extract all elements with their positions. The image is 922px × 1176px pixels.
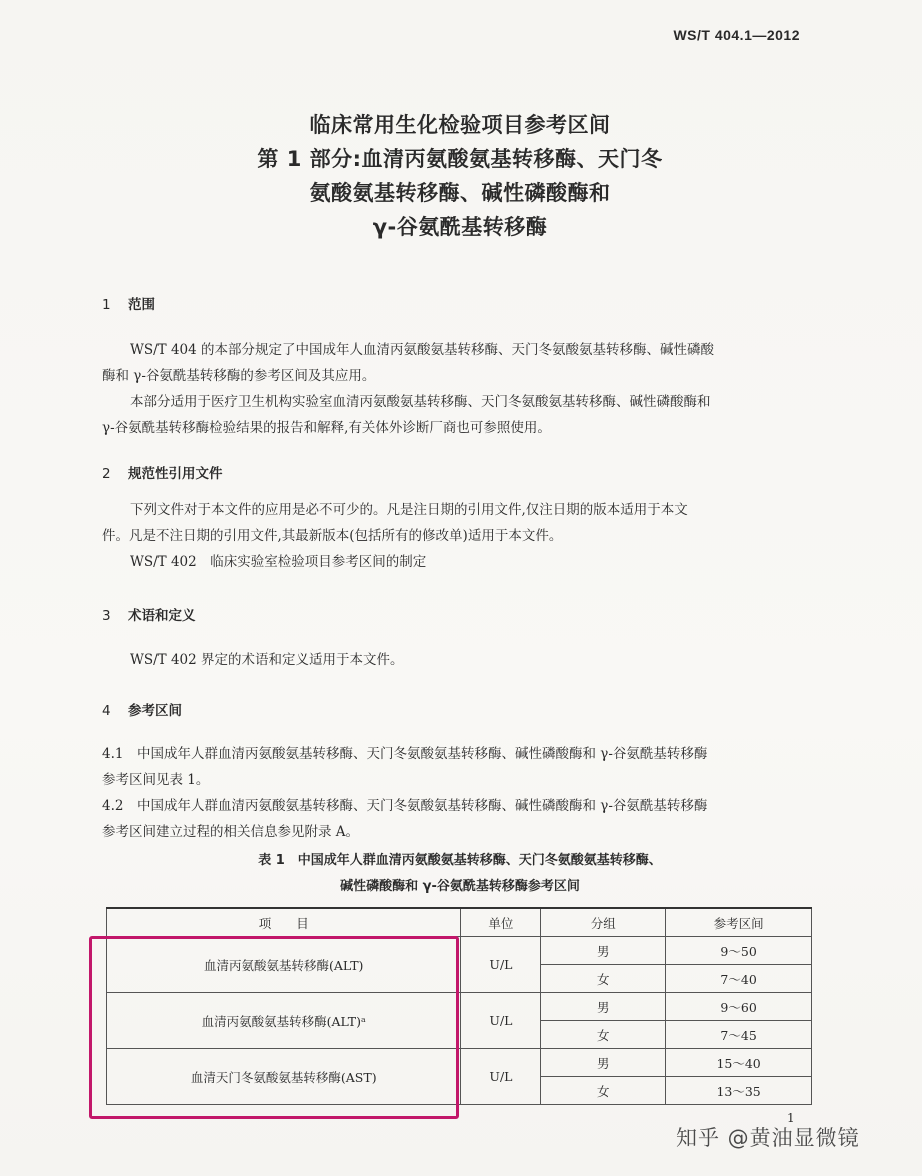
standard-code: WS/T 404.1—2012 bbox=[673, 27, 800, 43]
paragraph-line: 参考区间见表 1。 bbox=[102, 772, 210, 788]
title-line: 临床常用生化检验项目参考区间 bbox=[309, 113, 611, 137]
item-cell: 血清丙氨酸氨基转移酶(ALT)ᵃ bbox=[107, 993, 461, 1049]
paragraph bbox=[102, 497, 814, 575]
paragraph-line: 下列文件对于本文件的应用是必不可少的。凡是注日期的引用文件,仅注日期的版本适用于本文 bbox=[130, 502, 688, 518]
group-cell: 男 bbox=[541, 993, 666, 1021]
interval-cell: 13～35 bbox=[666, 1077, 812, 1105]
zhihu-watermark: 知乎 @黄油显微镜 bbox=[676, 1126, 860, 1150]
section-title: 范围 bbox=[128, 297, 155, 313]
interval-cell: 7～40 bbox=[666, 965, 812, 993]
caption-line: 表 1 中国成年人群血清丙氨酸氨基转移酶、天门冬氨酸氨基转移酶、 bbox=[258, 853, 662, 868]
page-number: 1 bbox=[787, 1111, 795, 1125]
unit-cell: U/L bbox=[461, 1049, 541, 1105]
paragraph bbox=[102, 647, 814, 673]
group-cell: 女 bbox=[541, 1077, 666, 1105]
section-heading-scope bbox=[102, 293, 155, 313]
item-cell: 血清天门冬氨酸氨基转移酶(AST) bbox=[107, 1049, 461, 1105]
interval-cell: 15～40 bbox=[666, 1049, 812, 1077]
section-title: 规范性引用文件 bbox=[128, 466, 223, 482]
title-line: 氨酸氨基转移酶、碱性磷酸酶和 bbox=[309, 181, 611, 205]
interval-cell: 9～60 bbox=[666, 993, 812, 1021]
paragraph-line: 4.1 中国成年人群血清丙氨酸氨基转移酶、天门冬氨酸氨基转移酶、碱性磷酸酶和 γ-谷氨酰基转移酶 bbox=[102, 746, 708, 762]
header-unit: 单位 bbox=[461, 908, 541, 937]
section-heading-normative-references bbox=[102, 462, 223, 482]
paragraph-line: 本部分适用于医疗卫生机构实验室血清丙氨酸氨基转移酶、天门冬氨酸氨基转移酶、碱性磷酸酶和 bbox=[130, 394, 711, 410]
paragraph bbox=[102, 337, 814, 441]
table-header-row bbox=[107, 908, 812, 937]
paragraph-line: WS/T 402 界定的术语和定义适用于本文件。 bbox=[130, 652, 404, 668]
item-cell: 血清丙氨酸氨基转移酶(ALT) bbox=[107, 937, 461, 993]
paragraph-line: 4.2 中国成年人群血清丙氨酸氨基转移酶、天门冬氨酸氨基转移酶、碱性磷酸酶和 γ-谷氨酰基转移酶 bbox=[102, 798, 708, 814]
unit-cell: U/L bbox=[461, 937, 541, 993]
section-heading-terms bbox=[102, 604, 196, 624]
group-cell: 女 bbox=[541, 965, 666, 993]
title-line: 第 1 部分:血清丙氨酸氨基转移酶、天门冬 bbox=[257, 147, 663, 171]
section-number: 1 bbox=[102, 297, 111, 313]
paragraph-line: γ-谷氨酰基转移酶检验结果的报告和解释,有关体外诊断厂商也可参照使用。 bbox=[102, 420, 551, 436]
paragraph-line: WS/T 402 临床实验室检验项目参考区间的制定 bbox=[130, 554, 427, 570]
section-title: 术语和定义 bbox=[128, 608, 196, 624]
paragraph-line: 酶和 γ-谷氨酰基转移酶的参考区间及其应用。 bbox=[102, 368, 376, 384]
unit-cell: U/L bbox=[461, 993, 541, 1049]
paragraph-line: 件。凡是不注日期的引用文件,其最新版本(包括所有的修改单)适用于本文件。 bbox=[102, 528, 563, 544]
header-group: 分组 bbox=[541, 908, 666, 937]
group-cell: 男 bbox=[541, 937, 666, 965]
header-item: 项 目 bbox=[107, 908, 461, 937]
title-line: γ-谷氨酰基转移酶 bbox=[372, 215, 548, 239]
clause bbox=[102, 741, 814, 845]
section-number: 3 bbox=[102, 608, 111, 624]
paragraph-line: 参考区间建立过程的相关信息参见附录 A。 bbox=[102, 824, 360, 840]
interval-cell: 9～50 bbox=[666, 937, 812, 965]
section-title: 参考区间 bbox=[128, 703, 182, 719]
table-caption bbox=[160, 848, 760, 900]
section-heading-reference-intervals bbox=[102, 699, 182, 719]
document-title bbox=[120, 108, 800, 244]
header-reference-interval: 参考区间 bbox=[666, 908, 812, 937]
group-cell: 男 bbox=[541, 1049, 666, 1077]
section-number: 2 bbox=[102, 466, 111, 482]
paragraph-line: WS/T 404 的本部分规定了中国成年人血清丙氨酸氨基转移酶、天门冬氨酸氨基转移酶、碱性磷酸 bbox=[130, 342, 715, 358]
section-number: 4 bbox=[102, 703, 111, 719]
highlight-annotation-box bbox=[89, 936, 459, 1119]
caption-line: 碱性磷酸酶和 γ-谷氨酰基转移酶参考区间 bbox=[340, 879, 580, 894]
interval-cell: 7～45 bbox=[666, 1021, 812, 1049]
group-cell: 女 bbox=[541, 1021, 666, 1049]
